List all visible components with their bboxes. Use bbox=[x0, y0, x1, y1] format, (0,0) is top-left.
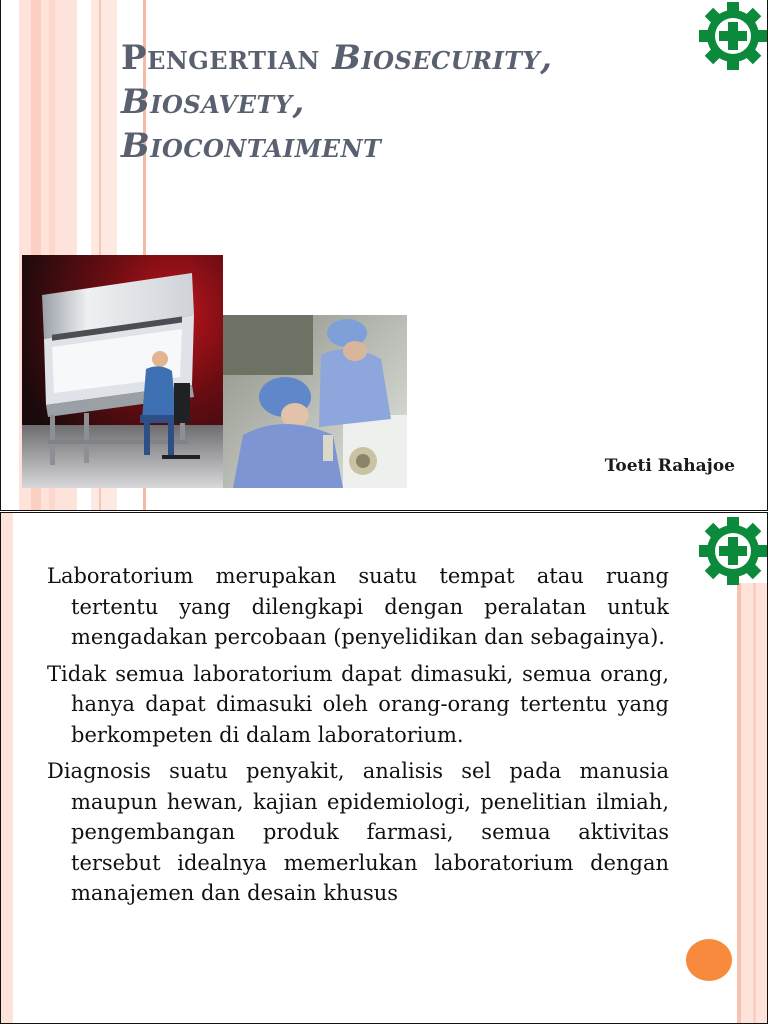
decorative-stripe bbox=[737, 583, 741, 1023]
author-name: Toeti Rahajoe bbox=[604, 456, 735, 476]
paragraph-laboratory-definition: Laboratorium merupakan suatu tempat atau ruang tertentu yang dilengkapi dengan peralatan untuk mengadakan percobaan (penyelidikan dan sebagainya). bbox=[47, 564, 669, 649]
title-italic-biosecurity: Biosecurity, bbox=[332, 38, 553, 78]
slide-body bbox=[47, 561, 669, 915]
title-italic-biosavety: Biosavety, bbox=[121, 82, 305, 122]
decorative-stripe bbox=[1, 513, 13, 1023]
lab-workers-photo bbox=[223, 315, 407, 488]
decorative-stripe bbox=[753, 583, 756, 1023]
gear-cross-icon bbox=[697, 515, 768, 587]
title-plain: Pengertian bbox=[121, 38, 320, 78]
slide-title bbox=[121, 36, 681, 168]
paragraph-access-restriction: Tidak semua laboratorium dapat dimasuki, semua orang, hanya dapat dimasuki oleh orang-orang tertentu yang berkompeten di dalam laboratorium. bbox=[47, 661, 669, 747]
gear-cross-icon bbox=[697, 0, 768, 72]
decorative-orange-circle bbox=[686, 939, 732, 981]
paragraph-activities: Diagnosis suatu penyakit, analisis sel pada manusia maupun hewan, kajian epidemiologi, penelitian ilmiah, pengembangan produk farmasi, semua aktivitas tersebut idealnya memerlukan laboratorium dengan manajemen dan desain khusus bbox=[47, 759, 669, 905]
title-italic-biocontaiment: Biocontaiment bbox=[121, 126, 382, 166]
title-slide bbox=[0, 0, 768, 511]
biosafety-cabinet-photo bbox=[22, 255, 223, 488]
content-slide bbox=[0, 512, 768, 1024]
